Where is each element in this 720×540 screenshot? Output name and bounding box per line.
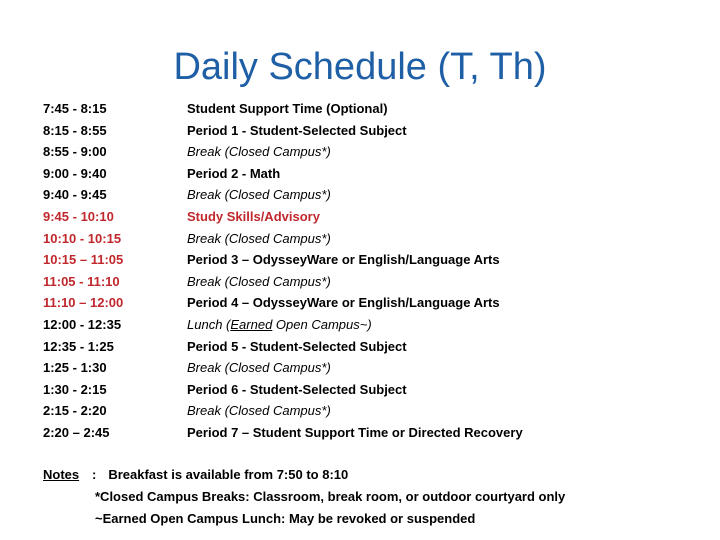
schedule-table xyxy=(43,98,703,444)
notes-line-1: Notes : Breakfast is available from 7:50 to 8:10 xyxy=(43,464,703,486)
schedule-row xyxy=(43,228,703,250)
schedule-row xyxy=(43,357,703,379)
schedule-activity: Break (Closed Campus*) xyxy=(187,230,331,246)
schedule-row xyxy=(43,292,703,314)
schedule-activity: Period 2 - Math xyxy=(187,165,281,181)
schedule-activity: Study Skills/Advisory xyxy=(187,208,320,224)
schedule-row xyxy=(43,422,703,444)
schedule-time: 8:15 - 8:55 xyxy=(43,122,107,138)
schedule-row xyxy=(43,249,703,271)
schedule-activity: Break (Closed Campus*) xyxy=(187,273,331,289)
schedule-time: 2:20 – 2:45 xyxy=(43,424,110,440)
schedule-activity: Break (Closed Campus*) xyxy=(187,360,331,376)
schedule-activity: Student Support Time (Optional) xyxy=(187,101,388,116)
closed-campus-note: *Closed Campus Breaks: Classroom, break room, or outdoor courtyard only xyxy=(95,489,566,504)
page-title: Daily Schedule (T, Th) xyxy=(173,46,547,88)
schedule-row xyxy=(43,271,703,293)
breakfast-note: Breakfast is available from 7:50 to 8:10 xyxy=(108,467,349,482)
schedule-activity: Period 3 – OdysseyWare or English/Language Arts xyxy=(187,252,500,268)
schedule-activity xyxy=(187,314,372,336)
schedule-time: 11:10 – 12:00 xyxy=(43,295,124,311)
schedule-activity: Period 7 – Student Support Time or Directed Recovery xyxy=(187,424,523,440)
schedule-time: 12:35 - 1:25 xyxy=(43,338,114,354)
schedule-activity: Period 1 - Student-Selected Subject xyxy=(187,122,407,138)
schedule-activity: Break (Closed Campus*) xyxy=(187,187,331,203)
schedule-activity: Period 4 – OdysseyWare or English/Language Arts xyxy=(187,295,500,311)
schedule-row xyxy=(43,163,703,185)
schedule-row xyxy=(43,141,703,163)
notes-label: Notes xyxy=(43,467,80,482)
schedule-time: 10:15 – 11:05 xyxy=(43,252,124,268)
schedule-row xyxy=(43,314,703,336)
activity-part: Open Campus~) xyxy=(272,316,372,332)
schedule-time: 1:25 - 1:30 xyxy=(43,360,107,376)
schedule-activity: Period 6 - Student-Selected Subject xyxy=(187,381,407,397)
schedule-row xyxy=(43,206,703,228)
schedule-row xyxy=(43,98,703,120)
schedule-row xyxy=(43,379,703,401)
notes-section xyxy=(43,464,703,530)
schedule-row xyxy=(43,184,703,206)
schedule-time: 8:55 - 9:00 xyxy=(43,144,107,160)
schedule-activity: Period 5 - Student-Selected Subject xyxy=(187,338,407,354)
activity-part: Earned xyxy=(230,316,273,332)
schedule-time: 9:45 - 10:10 xyxy=(43,208,114,224)
schedule-row xyxy=(43,400,703,422)
schedule-time: 1:30 - 2:15 xyxy=(43,381,107,397)
schedule-activity: Break (Closed Campus*) xyxy=(187,144,331,160)
schedule-row xyxy=(43,336,703,358)
activity-part: Lunch ( xyxy=(187,316,231,332)
schedule-time: 9:00 - 9:40 xyxy=(43,165,107,181)
open-campus-note: ~Earned Open Campus Lunch: May be revoked or suspended xyxy=(95,511,476,526)
schedule-time: 10:10 - 10:15 xyxy=(43,230,122,246)
schedule-activity: Break (Closed Campus*) xyxy=(187,403,331,419)
schedule-time: 2:15 - 2:20 xyxy=(43,403,107,419)
schedule-time: 11:05 - 11:10 xyxy=(43,273,120,289)
schedule-time: 9:40 - 9:45 xyxy=(43,187,107,203)
schedule-time: 12:00 - 12:35 xyxy=(43,316,122,332)
schedule-time: 7:45 - 8:15 xyxy=(43,101,107,116)
schedule-row xyxy=(43,120,703,142)
